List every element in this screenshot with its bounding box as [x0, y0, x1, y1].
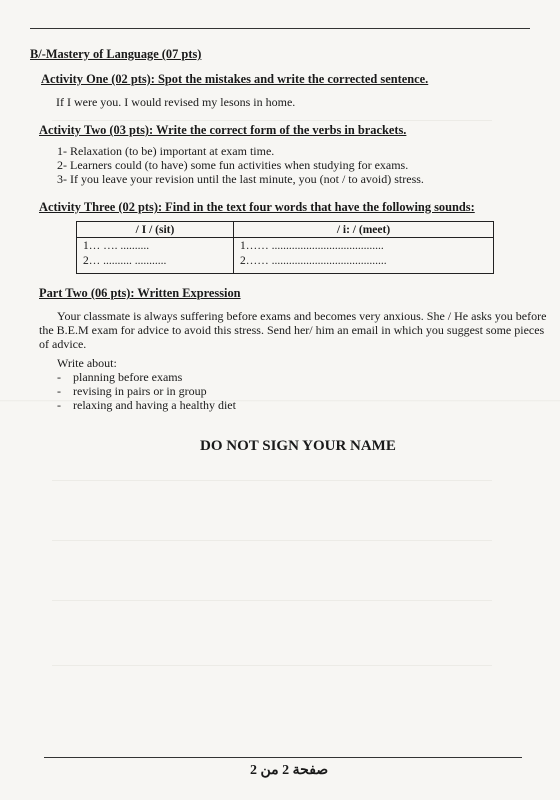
top-rule [30, 28, 530, 29]
sounds-table [76, 221, 494, 274]
sound-i-line-1: 1… …. .......... [83, 240, 150, 252]
sound-i-answers[interactable] [77, 238, 234, 274]
bullet-text: revising in pairs or in group [73, 384, 207, 398]
sound-ii-header: / i: / (meet) [233, 222, 493, 238]
part-two-paragraph-line-2: the B.E.M exam for advice to avoid this stress. Send her/ him an email in which you suggest some pieces [39, 323, 545, 337]
activity-two-item-2: 2- Learners could (to have) some fun activities when studying for exams. [57, 158, 409, 172]
show-through-line [52, 120, 492, 121]
activity-three-title: Activity Three (02 pts): Find in the text four words that have the following sounds: [39, 200, 475, 214]
part-two-paragraph-line-1: Your classmate is always suffering before exams and becomes very anxious. She / He asks you before [57, 309, 547, 323]
part-two-paragraph-line-3: of advice. [39, 337, 87, 351]
bullet-item [57, 398, 236, 413]
bullet-item [57, 384, 207, 399]
activity-two-title: Activity Two (03 pts): Write the correct form of the verbs in brackets. [39, 123, 407, 137]
sound-ii-line-1: 1…… ....................................... [239, 240, 384, 252]
sound-i-line-2: 2… .......... ........... [83, 255, 167, 267]
bullet-mark: - [57, 384, 61, 398]
bullet-mark: - [57, 398, 61, 412]
show-through-line [52, 600, 492, 601]
bullet-text: planning before exams [73, 370, 183, 384]
bullet-text: relaxing and having a healthy diet [73, 398, 236, 412]
show-through-line [52, 480, 492, 481]
page-footer: صفحة 2 من 2 [250, 763, 329, 778]
activity-two-item-3: 3- If you leave your revision until the last minute, you (not / to avoid) stress. [57, 172, 424, 186]
activity-two-item-1: 1- Relaxation (to be) important at exam time. [57, 144, 275, 158]
activity-one-sentence: If I were you. I would revised my lesons in home. [56, 95, 296, 109]
bullet-item [57, 370, 182, 385]
part-two-title: Part Two (06 pts): Written Expression [39, 286, 241, 300]
show-through-line [52, 665, 492, 666]
show-through-line [52, 540, 492, 541]
notice-heading: DO NOT SIGN YOUR NAME [200, 438, 396, 454]
write-about-label: Write about: [57, 356, 117, 370]
sound-ii-line-2: 2…… ........................................ [239, 255, 387, 267]
section-title: B/-Mastery of Language (07 pts) [30, 47, 202, 61]
sound-ii-answers[interactable] [233, 238, 493, 274]
activity-one-title: Activity One (02 pts): Spot the mistakes and write the corrected sentence. [41, 72, 429, 86]
sound-i-header: / I / (sit) [77, 222, 234, 238]
bullet-mark: - [57, 370, 61, 384]
bottom-rule [44, 757, 522, 758]
